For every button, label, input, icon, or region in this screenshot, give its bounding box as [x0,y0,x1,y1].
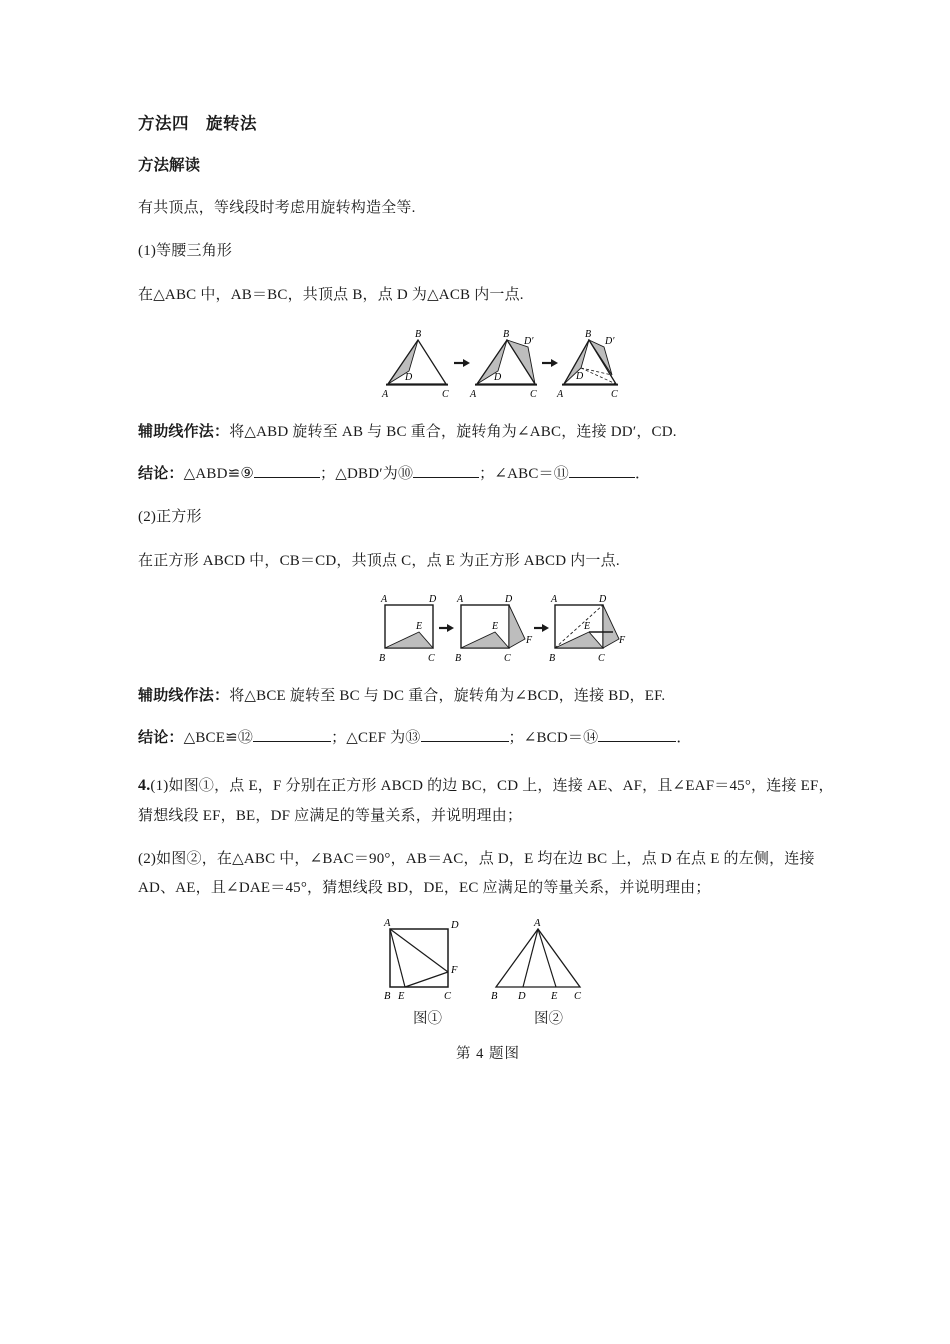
svg-text:E: E [416,621,423,633]
square-panel-2 [455,594,533,664]
answer-blank-9[interactable] [254,462,320,478]
figure-sub-labels [138,1007,838,1028]
svg-text:C: C [611,389,618,401]
sep-2: ； [479,465,495,482]
end-2: ． [676,729,692,746]
svg-text:E: E [492,621,499,633]
svg-text:B: B [585,329,592,341]
svg-text:B: B [415,329,422,341]
svg-text:A: A [534,918,541,930]
square-panel-1 [379,594,437,664]
square-panel-3 [549,594,626,664]
part1-conclusion [138,462,838,486]
svg-text:B: B [455,653,462,665]
square-rotation-svg [379,593,626,665]
svg-text:D: D [505,594,513,606]
answer-blank-12[interactable] [253,726,331,742]
svg-text:D: D [405,372,413,384]
question-number: 4. [138,777,151,795]
svg-text:B: B [491,991,498,1003]
svg-text:C: C [442,389,449,401]
svg-text:D′: D′ [605,336,615,348]
part2-c2-lhs: △CEF 为 [346,729,406,746]
question-4-part-1-text: (1)如图①，点 E，F 分别在正方形 ABCD 的边 BC，CD 上，连接 AE、AF，且∠EAF＝45°，连接 EF，猜想线段 EF，BE，DF 应满足的等量关系，并说明理由； [138,778,834,824]
square-arrow-right-icon-1 [439,624,454,632]
svg-text:C: C [504,653,511,665]
part1-given: 在△ABC 中，AB＝BC，共顶点 B，点 D 为△ACB 内一点. [138,286,524,303]
svg-text:F: F [526,635,533,647]
part2-given: 在正方形 ABCD 中，CB＝CD，共顶点 C，点 E 为正方形 ABCD 内一点. [138,552,620,569]
part2-c1-lhs: △BCE≌ [183,729,238,746]
answer-blank-14[interactable] [598,726,676,742]
marker-12: ⑫ [237,729,254,746]
section-title: 方法四 旋转法 [138,114,257,133]
marker-13: ⑬ [405,729,421,746]
sep-4: ； [508,729,524,746]
answer-blank-10[interactable] [413,462,479,478]
svg-text:C: C [598,653,605,665]
svg-text:D: D [518,991,526,1003]
svg-text:A: A [551,594,558,606]
svg-text:E: E [551,991,558,1003]
arrow-right-icon-2 [542,359,558,367]
part1-construction-text: 将△ABD 旋转至 AB 与 BC 重合，旋转角为∠ABC，连接 DD′，CD. [229,424,677,441]
sep-3: ； [331,729,347,746]
part2-heading: (2)正方形 [138,509,202,526]
figure-2-label: 图② [534,1011,563,1028]
isosceles-rotation-figure [138,327,838,399]
part1-construction-label: 辅助线作法： [138,424,230,441]
svg-text:E: E [584,621,591,633]
svg-text:A: A [382,389,389,401]
part2-construction-text: 将△BCE 旋转至 BC 与 DC 重合，旋转角为∠BCD，连接 BD，EF. [229,688,666,705]
marker-9: ⑨ [240,465,255,482]
part1-c3-lhs: ∠ABC＝ [494,465,554,482]
svg-text:D: D [429,594,437,606]
svg-text:C: C [444,991,452,1003]
question-4-svg [378,917,598,1003]
sep-1: ； [320,465,336,482]
part2-c3-lhs: ∠BCD＝ [523,729,584,746]
figure-caption: 第 4 题图 [456,1046,520,1063]
marker-10: ⑩ [397,465,414,482]
marker-11: ⑪ [553,465,569,482]
part2-conclusion-label: 结论： [138,729,184,746]
part2-construction-label: 辅助线作法： [138,688,230,705]
answer-blank-13[interactable] [421,726,509,742]
panel-3 [556,329,618,400]
subsection-title: 方法解读 [138,157,201,175]
svg-text:A: A [470,389,477,401]
svg-text:F: F [451,965,458,977]
part1-construction [138,421,838,444]
part1-c2-lhs: △DBD′为 [335,465,398,482]
svg-text:B: B [549,653,556,665]
page-content [138,112,838,1063]
end-1: ． [634,465,651,482]
part1-conclusion-label: 结论： [138,465,184,482]
svg-text:D′: D′ [524,336,534,348]
svg-text:B: B [503,329,510,341]
svg-text:D: D [494,372,502,384]
panel-1 [381,329,449,400]
isosceles-rotation-svg [382,327,618,401]
svg-text:D: D [599,594,607,606]
question-4-figure [138,917,838,1003]
part2-conclusion [138,726,838,750]
svg-text:A: A [384,918,391,930]
svg-text:E: E [398,991,405,1003]
svg-text:A: A [381,594,388,606]
part1-c1-lhs: △ABD≌ [183,465,241,482]
square-arrow-right-icon-2 [534,624,549,632]
intro-paragraph: 有共顶点，等线段时考虑用旋转构造全等. [138,199,416,216]
svg-text:C: C [428,653,435,665]
figure-2-triangle [491,918,582,1002]
arrow-right-icon-1 [454,359,470,367]
panel-2 [469,329,537,400]
part2-construction [138,685,838,708]
question-4-part-1 [138,770,838,831]
svg-text:B: B [384,991,391,1003]
figure-1-label: 图① [413,1011,442,1028]
square-rotation-figure [138,593,838,663]
svg-text:A: A [457,594,464,606]
svg-text:D: D [576,371,584,383]
svg-text:C: C [530,389,537,401]
svg-text:B: B [379,653,386,665]
svg-text:A: A [557,389,564,401]
svg-text:C: C [574,991,582,1003]
marker-14: ⑭ [583,729,599,746]
figure-1-square [383,918,459,1002]
answer-blank-11[interactable] [569,462,635,478]
svg-text:D: D [451,920,459,932]
svg-text:F: F [619,635,626,647]
question-4-part-2: (2)如图②，在△ABC 中，∠BAC＝90°，AB＝AC，点 D，E 均在边 BC 上，点 D 在点 E 的左侧，连接 AD、AE，且∠DAE＝45°，猜想线段 BD，DE，EC 应满足的等量关系，并说明理由； [138,850,815,897]
part1-heading: (1)等腰三角形 [138,243,233,260]
